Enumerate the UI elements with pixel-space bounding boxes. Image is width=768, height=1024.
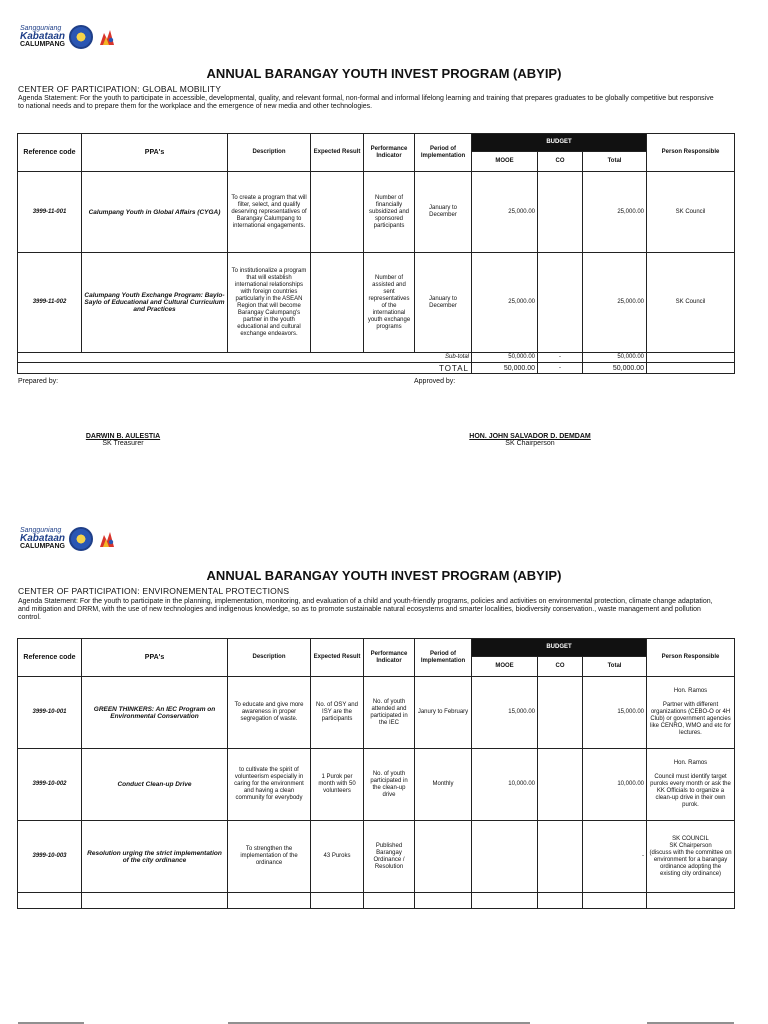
header-expected-result: Expected Result bbox=[311, 134, 364, 172]
agenda-statement: Agenda Statement: For the youth to participate in the planning, implementation, monitoring, and evaluation of a child and youth-friendly programs, policies and activities on environmental protection, climate change adaptation, and mitigation and DRRM, with the use of new technologies and indigenous knowledge, so as to promote sustainable natural ecosystems and smarter localities, biodiversity conservation., waste management and pollution control. bbox=[18, 598, 713, 621]
row-ppa: Calumpang Youth in Global Affairs (CYGA) bbox=[82, 172, 228, 253]
row-ppa: Calumpang Youth Exchange Program: Baylo-Saylo of Educational and Cultural Curriculum and Practices bbox=[82, 253, 228, 353]
total-co: - bbox=[538, 363, 583, 374]
row-description: To strengthen the implementation of the ordinance bbox=[228, 821, 311, 893]
row-co bbox=[538, 749, 583, 821]
row-total: 10,000.00 bbox=[583, 749, 647, 821]
logo-line2: Kabataan bbox=[20, 533, 66, 544]
header-co: CO bbox=[538, 657, 583, 677]
abyip-table bbox=[17, 133, 735, 374]
sk-logo-text bbox=[20, 25, 65, 49]
row-co bbox=[538, 677, 583, 749]
row-performance-indicator: Number of financially subsidized and sponsored participants bbox=[364, 172, 415, 253]
header-person-responsible: Person Responsible bbox=[647, 134, 735, 172]
table-row bbox=[18, 172, 735, 253]
barangay-seal-icon bbox=[69, 25, 93, 49]
row-mooe bbox=[472, 821, 538, 893]
signatory-role: SK Chairperson bbox=[505, 440, 555, 447]
row-performance-indicator: Published Barangay Ordinance / Resolution bbox=[364, 821, 415, 893]
row-expected-result: 1 Purok per month with 50 volunteers bbox=[311, 749, 364, 821]
total-person bbox=[647, 363, 735, 374]
logo-line2: Kabataan bbox=[20, 31, 66, 42]
header-performance-indicator: Performance Indicator bbox=[364, 134, 415, 172]
row-expected-result bbox=[311, 253, 364, 353]
row-reference-code: 3999-11-001 bbox=[18, 172, 82, 253]
row-period: Monthly bbox=[415, 749, 472, 821]
header-co: CO bbox=[538, 152, 583, 172]
document-title: ANNUAL BARANGAY YOUTH INVEST PROGRAM (ABYIP) bbox=[206, 568, 562, 583]
abyip-table bbox=[17, 638, 735, 909]
row-person-responsible: SK Council bbox=[647, 172, 735, 253]
subtotal-total: 50,000.00 bbox=[583, 353, 647, 363]
row-description: To institutionalize a program that will establish international relationships with foreign countries particularly in the ASEAN Region that will become Barangay Calumpang's partner in the youth educational and cultural exchange endeavors. bbox=[228, 253, 311, 353]
row-ppa: Conduct Clean-up Drive bbox=[82, 749, 228, 821]
sk-flame-logo-icon bbox=[97, 529, 117, 549]
row-period: January to December bbox=[415, 172, 472, 253]
signatory-name: HON. JOHN SALVADOR D. DEMDAM bbox=[469, 433, 591, 440]
row-description: To create a program that will filter, select, and qualify deserving representatives of Barangay Calumpang to international engagements. bbox=[228, 172, 311, 253]
subtotal-person bbox=[647, 353, 735, 363]
sk-logo-text bbox=[20, 527, 65, 551]
row-co bbox=[538, 253, 583, 353]
empty-cell bbox=[472, 893, 538, 909]
row-co bbox=[538, 821, 583, 893]
total-label: TOTAL bbox=[18, 363, 472, 374]
empty-cell bbox=[364, 893, 415, 909]
page-2 bbox=[0, 512, 768, 1024]
row-expected-result: 43 Puroks bbox=[311, 821, 364, 893]
header-description: Description bbox=[228, 134, 311, 172]
header-performance-indicator: Performance Indicator bbox=[364, 639, 415, 677]
row-mooe: 10,000.00 bbox=[472, 749, 538, 821]
table-row bbox=[18, 749, 735, 821]
header-budget: BUDGET bbox=[472, 134, 647, 152]
logo-line1: Sangguniang bbox=[20, 527, 62, 534]
row-mooe: 25,000.00 bbox=[472, 253, 538, 353]
row-person-responsible: Hon. Ramos Partner with different organizations (CEBO-O or 4H Club) or government agencies like CENRO, WMO and etc for lectures. bbox=[647, 677, 735, 749]
row-total: 25,000.00 bbox=[583, 253, 647, 353]
row-ppa: Resolution urging the strict implementation of the city ordinance bbox=[82, 821, 228, 893]
logo-line3: CALUMPANG bbox=[20, 543, 65, 550]
row-expected-result bbox=[311, 172, 364, 253]
total-mooe: 50,000.00 bbox=[472, 363, 538, 374]
row-total: 25,000.00 bbox=[583, 172, 647, 253]
row-period bbox=[415, 821, 472, 893]
sk-logo-group bbox=[20, 526, 117, 552]
empty-cell bbox=[538, 893, 583, 909]
barangay-seal-icon bbox=[69, 527, 93, 551]
header-reference-code: Reference code bbox=[18, 639, 82, 677]
row-person-responsible: SK Council bbox=[647, 253, 735, 353]
empty-cell bbox=[647, 893, 735, 909]
header-total: Total bbox=[583, 657, 647, 677]
total-total: 50,000.00 bbox=[583, 363, 647, 374]
header-person-responsible: Person Responsible bbox=[647, 639, 735, 677]
agenda-statement: Agenda Statement: For the youth to participate in accessible, developmental, quality, and relevant formal, non-formal and informal lifelong learning and training that prepares graduates to be globally competitive but responsive to national needs and to prepare them for the workplace and the emergence of new media and other technologies. bbox=[18, 95, 714, 110]
row-mooe: 15,000.00 bbox=[472, 677, 538, 749]
row-reference-code: 3999-10-001 bbox=[18, 677, 82, 749]
header-mooe: MOOE bbox=[472, 152, 538, 172]
row-performance-indicator: No. of youth attended and participated in the IEC bbox=[364, 677, 415, 749]
row-co bbox=[538, 172, 583, 253]
row-ppa: GREEN THINKERS: An IEC Program on Environmental Conservation bbox=[82, 677, 228, 749]
empty-cell bbox=[415, 893, 472, 909]
table-row bbox=[18, 253, 735, 353]
row-reference-code: 3999-10-003 bbox=[18, 821, 82, 893]
prepared-by-label: Prepared by: bbox=[18, 378, 59, 385]
center-of-participation: CENTER OF PARTICIPATION: ENVIRONEMENTAL PROTECTIONS bbox=[18, 586, 290, 596]
sk-logo-group bbox=[20, 24, 117, 50]
row-reference-code: 3999-11-002 bbox=[18, 253, 82, 353]
header-ppa: PPA's bbox=[82, 134, 228, 172]
signatory-role: SK Treasurer bbox=[102, 440, 144, 447]
signatory-name: DARWIN B. AULESTIA bbox=[85, 433, 161, 440]
row-person-responsible: Hon. Ramos Council must identify target puroks every month or ask the KK Officials to organize a clean-up drive in their own purok. bbox=[647, 749, 735, 821]
header-reference-code: Reference code bbox=[18, 134, 82, 172]
row-description: to cultivate the spirit of volunteerism especially in caring for the environment and having a clean community for everybody bbox=[228, 749, 311, 821]
empty-cell bbox=[583, 893, 647, 909]
center-of-participation: CENTER OF PARTICIPATION: GLOBAL MOBILITY bbox=[18, 84, 222, 94]
row-description: To educate and give more awareness in proper segregation of waste. bbox=[228, 677, 311, 749]
header-period: Period of Implementation bbox=[415, 639, 472, 677]
header-budget: BUDGET bbox=[472, 639, 647, 657]
empty-cell bbox=[18, 893, 82, 909]
row-period: Janury to February bbox=[415, 677, 472, 749]
header-period: Period of Implementation bbox=[415, 134, 472, 172]
row-mooe: 25,000.00 bbox=[472, 172, 538, 253]
subtotal-mooe: 50,000.00 bbox=[472, 353, 538, 363]
sk-flame-logo-icon bbox=[97, 27, 117, 47]
logo-line1: Sangguniang bbox=[20, 25, 62, 32]
row-reference-code: 3999-10-002 bbox=[18, 749, 82, 821]
empty-cell bbox=[311, 893, 364, 909]
empty-cell bbox=[228, 893, 311, 909]
logo-line3: CALUMPANG bbox=[20, 41, 65, 48]
total-row bbox=[18, 363, 735, 374]
table-row bbox=[18, 821, 735, 893]
row-total: 15,000.00 bbox=[583, 677, 647, 749]
header-expected-result: Expected Result bbox=[311, 639, 364, 677]
header-ppa: PPA's bbox=[82, 639, 228, 677]
header-description: Description bbox=[228, 639, 311, 677]
row-performance-indicator: No. of youth participated in the clean-up drive bbox=[364, 749, 415, 821]
subtotal-row bbox=[18, 353, 735, 363]
row-period: January to December bbox=[415, 253, 472, 353]
signatory-treasurer bbox=[40, 433, 206, 447]
header-total: Total bbox=[583, 152, 647, 172]
table-row bbox=[18, 677, 735, 749]
header-mooe: MOOE bbox=[472, 657, 538, 677]
table-row-empty bbox=[18, 893, 735, 909]
empty-cell bbox=[82, 893, 228, 909]
row-total: - bbox=[583, 821, 647, 893]
row-person-responsible: SK COUNCIL SK Chairperson (discuss with the committee on environment for a barangay ordinance adopting the existing city ordinance) bbox=[647, 821, 735, 893]
signatory-chairperson bbox=[430, 433, 630, 447]
row-expected-result: No. of OSY and ISY are the participants bbox=[311, 677, 364, 749]
document-title: ANNUAL BARANGAY YOUTH INVEST PROGRAM (ABYIP) bbox=[206, 66, 562, 81]
approved-by-label: Approved by: bbox=[414, 378, 456, 385]
subtotal-co: - bbox=[538, 353, 583, 363]
row-performance-indicator: Number of assisted and sent representatives of the international youth exchange programs bbox=[364, 253, 415, 353]
subtotal-label: Sub-total bbox=[18, 353, 472, 363]
